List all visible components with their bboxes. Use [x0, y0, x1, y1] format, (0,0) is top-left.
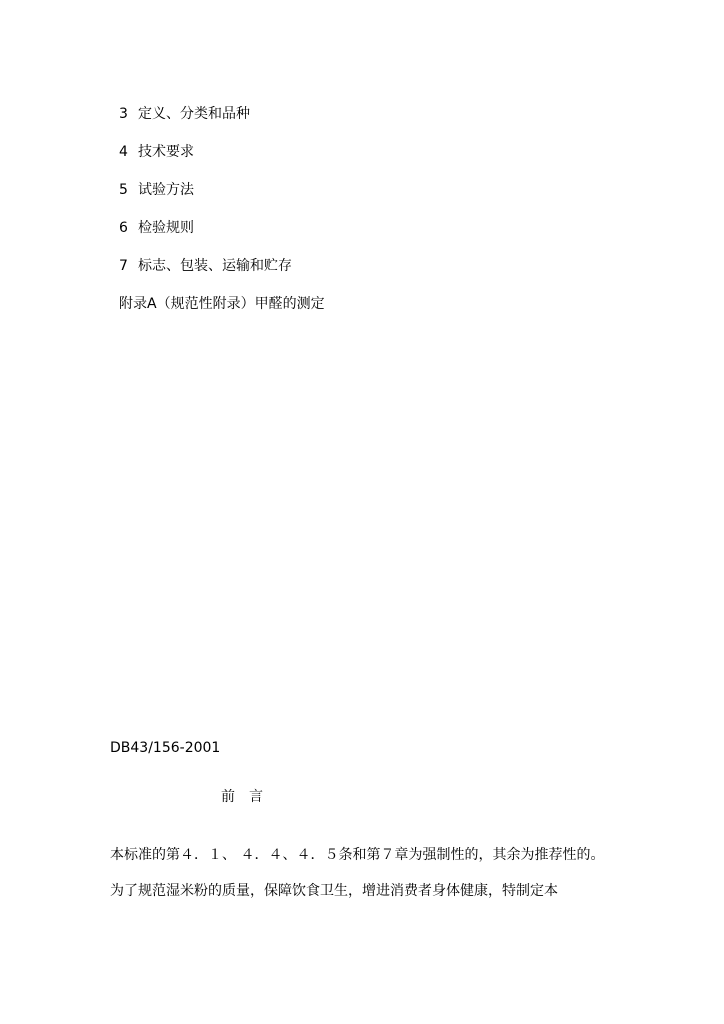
toc-item-number: 6	[119, 220, 128, 236]
document-code: DB43/156-2001	[110, 740, 221, 756]
toc-item-title: 定义、分类和品种	[138, 106, 250, 122]
toc-item-number: 4	[119, 144, 128, 160]
toc-item-number: 7	[119, 258, 128, 274]
toc-item-number: 3	[119, 106, 128, 122]
toc-item-5[interactable]	[119, 181, 194, 199]
foreword-title-part2: 言	[249, 789, 263, 805]
foreword-paragraph-1: 本标准的第４．１、 ４．４、４．５条和第７章为强制性的，其余为推荐性的。	[110, 847, 605, 863]
toc-item-4[interactable]	[119, 143, 194, 161]
toc-item-title: 检验规则	[138, 220, 194, 236]
foreword-paragraph-2: 为了规范湿米粉的质量，保障饮食卫生，增进消费者身体健康，特制定本	[110, 883, 558, 899]
toc-item-3[interactable]	[119, 105, 250, 123]
foreword-title	[221, 788, 263, 806]
toc-item-title: 试验方法	[138, 182, 194, 198]
toc-item-7[interactable]	[119, 257, 292, 275]
foreword-title-part1: 前	[221, 789, 235, 805]
toc-item-title: 技术要求	[138, 144, 194, 160]
toc-item-number: 5	[119, 182, 128, 198]
toc-appendix-a[interactable]: 附录A（规范性附录）甲醛的测定	[119, 296, 325, 312]
toc-item-6[interactable]	[119, 219, 194, 237]
toc-item-title: 标志、包装、运输和贮存	[138, 258, 292, 274]
